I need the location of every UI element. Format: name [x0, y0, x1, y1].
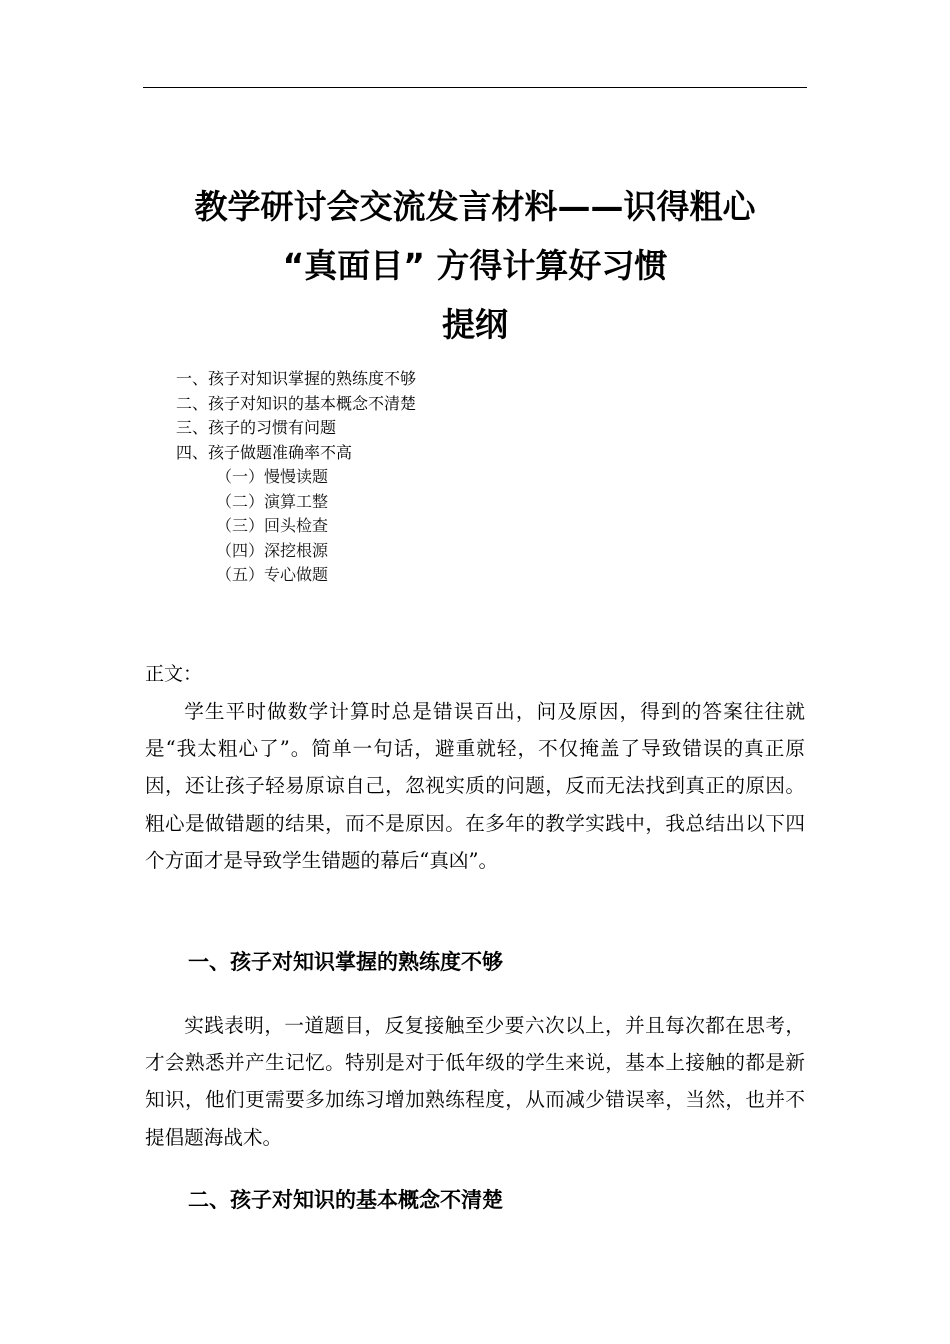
document-title-line-1: 教学研讨会交流发言材料——识得粗心: [194, 187, 756, 226]
outline-subitem: （二）演算工整: [216, 491, 329, 511]
document-title-outline: 提纲: [442, 305, 508, 344]
outline-item: 一、孩子对知识掌握的熟练度不够: [176, 369, 417, 388]
outline-subitem: （三）回头检查: [216, 516, 329, 535]
outline-list: [176, 367, 416, 588]
section-1-heading: 一、孩子对知识掌握的熟练度不够: [188, 950, 503, 974]
intro-paragraph: 学生平时做数学计算时总是错误百出，问及原因，得到的答案往往就是“我太粗心了”。简单一句话，避重就轻，不仅掩盖了导致错误的真正原因，还让孩子轻易原谅自己，忽视实质的问题，反而无法找到真正的原因。粗心是做错题的结果，而不是原因。在多年的教学实践中，我总结出以下四个方面才是导致学生错题的幕后“真凶”。: [145, 700, 805, 872]
body-label: 正文：: [145, 663, 203, 685]
section-2-heading: 二、孩子对知识的基本概念不清楚: [188, 1188, 503, 1212]
header-rule: [143, 87, 807, 88]
document-title-line-2: “真面目” 方得计算好习惯: [282, 246, 668, 285]
section-1-paragraph: 实践表明，一道题目，反复接触至少要六次以上，并且每次都在思考，才会熟悉并产生记忆。特别是对于低年级的学生来说，基本上接触的都是新知识，他们更需要多加练习增加熟练程度，从而减少错误率，当然，也并不提倡题海战术。: [145, 1014, 805, 1149]
outline-item: 二、孩子对知识的基本概念不清楚: [176, 393, 417, 413]
outline-item: 三、孩子的习惯有问题: [176, 418, 337, 437]
outline-subitem: （一）慢慢读题: [216, 467, 329, 486]
outline-subitem: （五）专心做题: [216, 565, 329, 584]
outline-subitem: （四）深挖根源: [216, 540, 329, 560]
outline-item: 四、孩子做题准确率不高: [176, 442, 353, 462]
